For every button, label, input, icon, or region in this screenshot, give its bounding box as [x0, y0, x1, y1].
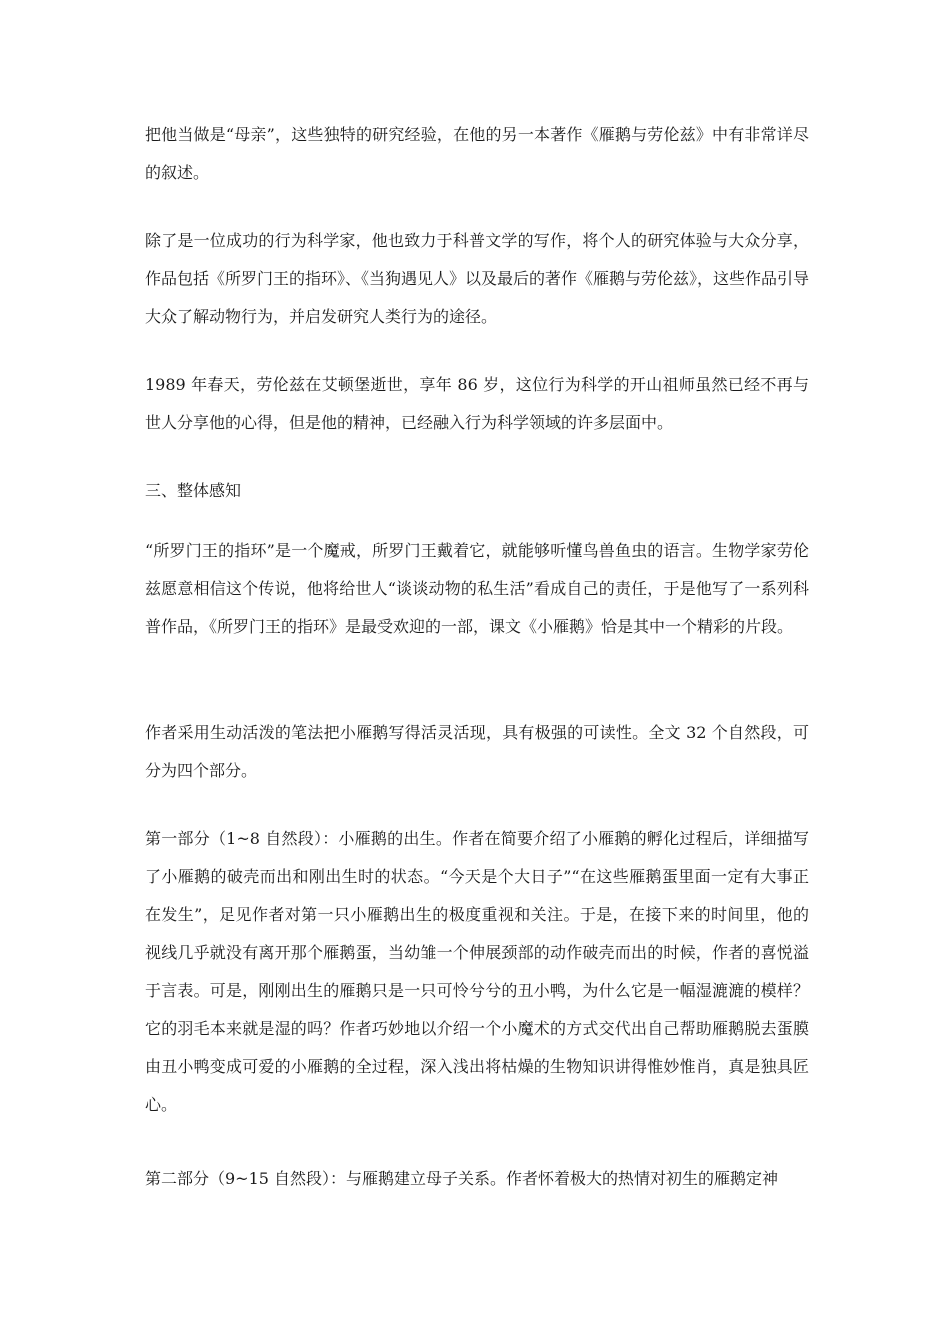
- paragraph-3: 1989 年春天，劳伦兹在艾顿堡逝世，享年 86 岁，这位行为科学的开山祖师虽然已经不再与世人分享他的心得，但是他的精神，已经融入行为科学领域的许多层面中。: [145, 375, 809, 432]
- paragraph-7: 第二部分（9~15 自然段）：与雁鹅建立母子关系。作者怀着极大的热情对初生的雁鹅定神: [145, 1169, 779, 1188]
- paragraph-4: “所罗门王的指环”是一个魔戒，所罗门王戴着它，就能够听懂鸟兽鱼虫的语言。生物学家劳伦兹愿意相信这个传说，他将给世人“谈谈动物的私生活”看成自己的责任，于是他写了一系列科普作品，《所罗门王的指环》是最受欢迎的一部，课文《小雁鹅》恰是其中一个精彩的片段。: [145, 541, 809, 636]
- section-heading: 三、整体感知: [145, 481, 242, 500]
- paragraph-1: 把他当做是“母亲”，这些独特的研究经验，在他的另一本著作《雁鹅与劳伦兹》中有非常详尽的叙述。: [145, 125, 809, 182]
- paragraph-6: 第一部分（1~8 自然段）：小雁鹅的出生。作者在简要介绍了小雁鹅的孵化过程后，详细描写了小雁鹅的破壳而出和刚出生时的状态。“今天是个大日子”“在这些雁鹅蛋里面一定有大事正在发生”，足见作者对第一只小雁鹅出生的极度重视和关注。于是，在接下来的时间里，他的视线几乎就没有离开那个雁鹅蛋，当幼雏一个伸展颈部的动作破壳而出的时候，作者的喜悦溢于言表。可是，刚刚出生的雁鹅只是一只可怜兮兮的丑小鸭，为什么它是一幅湿漉漉的模样？它的羽毛本来就是湿的吗？作者巧妙地以介绍一个小魔术的方式交代出自己帮助雁鹅脱去蛋膜由丑小鸭变成可爱的小雁鹅的全过程，深入浅出将枯燥的生物知识讲得惟妙惟肖，真是独具匠心。: [145, 829, 809, 1114]
- paragraph-2: 除了是一位成功的行为科学家，他也致力于科普文学的写作，将个人的研究体验与大众分享，作品包括《所罗门王的指环》、《当狗遇见人》以及最后的著作《雁鹅与劳伦兹》，这些作品引导大众了解动物行为，并启发研究人类行为的途径。: [145, 231, 810, 326]
- paragraph-5: 作者采用生动活泼的笔法把小雁鹅写得活灵活现，具有极强的可读性。全文 32 个自然段，可分为四个部分。: [145, 723, 809, 780]
